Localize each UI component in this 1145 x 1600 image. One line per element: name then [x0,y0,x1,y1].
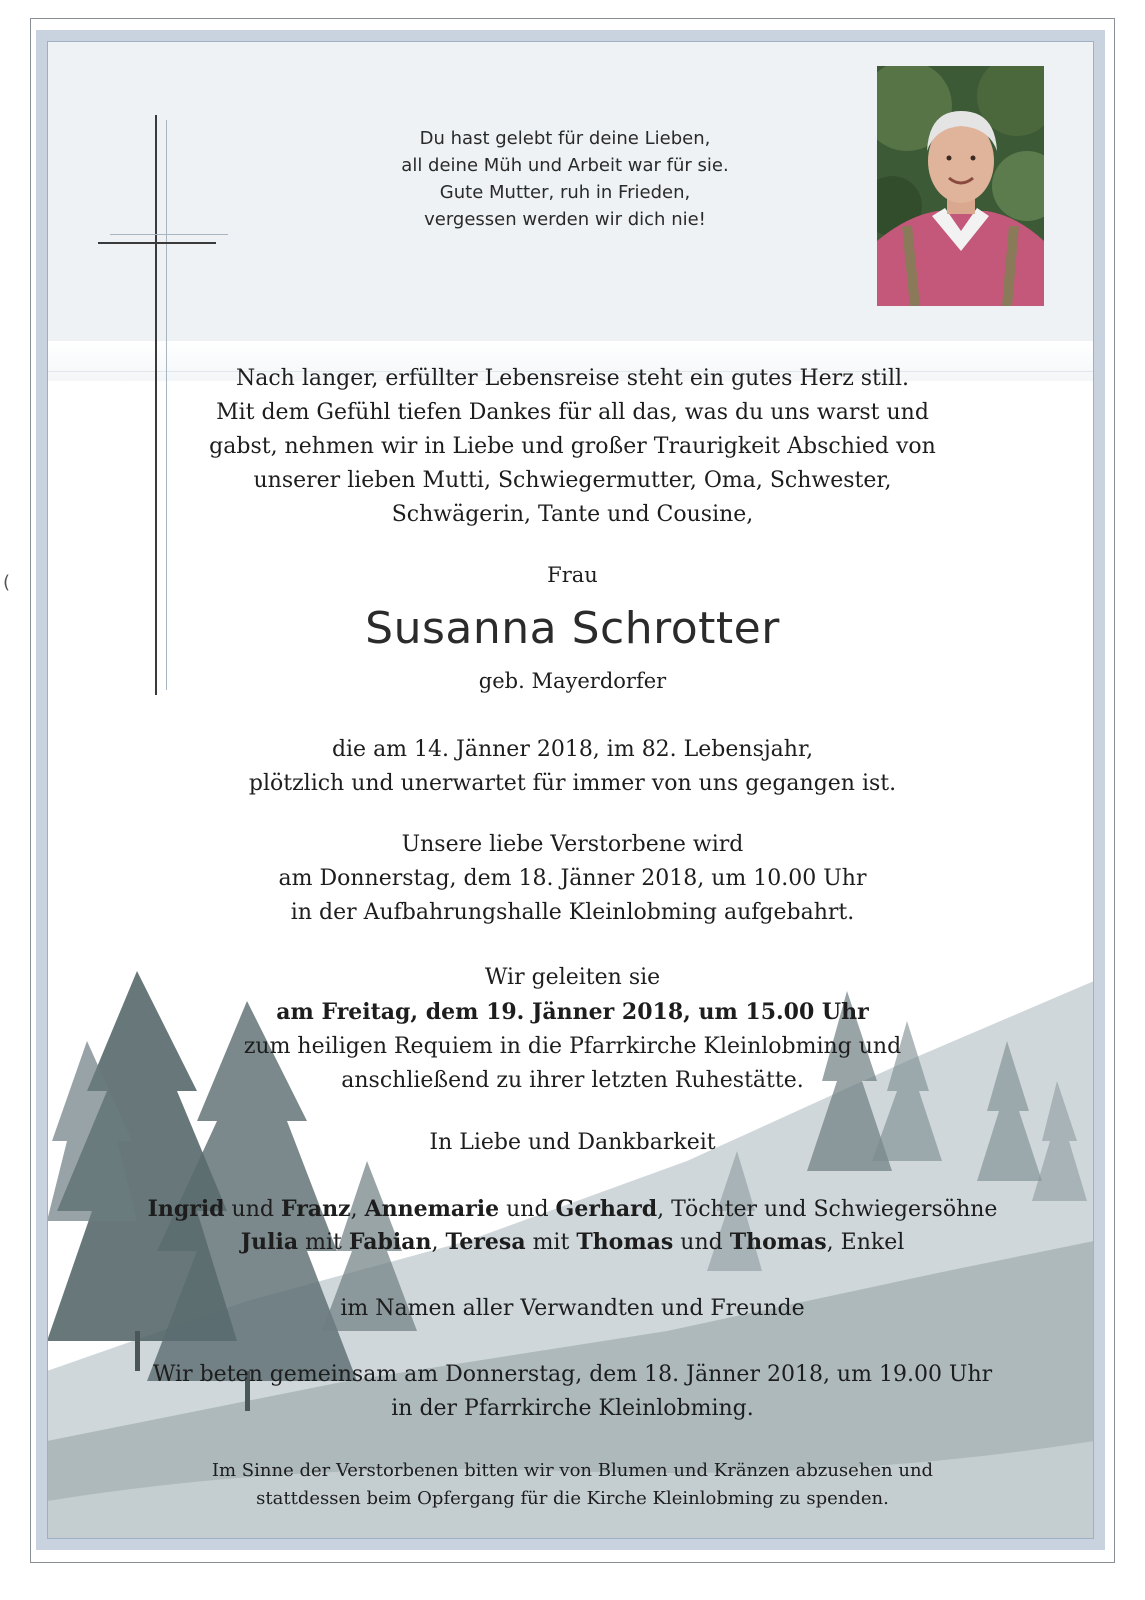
scan-margin-mark: ( [3,572,11,593]
funeral-date-line [0,995,1145,1030]
poem-line: Gute Mutter, ruh in Frieden, [439,182,691,203]
death-line: plötzlich und unerwartet für immer von uns gegangen ist. [248,771,897,796]
funeral-line: Wir geleiten sie [484,965,661,990]
intro-paragraph [0,362,1145,532]
mourner-name: Ingrid [147,1196,225,1222]
poem-line: all deine Müh und Arbeit war für sie. [401,155,729,176]
note-line: Im Sinne der Verstorbenen bitten wir von Blumen und Kränzen abzusehen und [211,1460,934,1481]
deceased-name: Susanna Schrotter [365,603,780,654]
mourner-joiner: mit [298,1230,349,1255]
mourner-joiner: mit [525,1230,577,1255]
donation-note [0,1457,1145,1513]
funeral-line: zum heiligen Requiem in die Pfarrkirche Kleinlobming und [243,1034,902,1059]
portrait-image [877,66,1044,306]
prayer-line: in der Pfarrkirche Kleinlobming. [391,1396,754,1421]
prayer-paragraph [0,1358,1145,1426]
mourner-name: Gerhard [555,1196,658,1222]
intro-line: Nach langer, erfüllter Lebensreise steht ein gutes Herz still. [235,366,910,391]
cross-horizontal-shadow [110,234,228,235]
mourner-joiner: und [224,1197,281,1222]
portrait-photo [877,66,1044,306]
mourner-relation: , Enkel [826,1230,905,1255]
birth-name: geb. Mayerdorfer [478,669,667,693]
mourner-name: Annemarie [364,1196,500,1222]
mourner-name: Teresa [445,1229,526,1255]
mourner-joiner: , [350,1197,365,1222]
mourners-row-grandchildren [0,1225,1145,1260]
intro-line: unserer lieben Mutti, Schwiegermutter, Oma, Schwester, [253,468,892,493]
viewing-line: in der Aufbahrungshalle Kleinlobming aufgebahrt. [290,900,855,925]
mourner-name: Franz [280,1196,351,1222]
viewing-line: Unsere liebe Verstorbene wird [401,832,744,857]
funeral-paragraph [0,961,1145,1098]
death-line: die am 14. Jänner 2018, im 82. Lebensjahr, [331,737,814,762]
intro-line: Schwägerin, Tante und Cousine, [391,502,754,527]
cross-horizontal [98,242,216,244]
note-line: stattdessen beim Opfergang für die Kirche Kleinlobming zu spenden. [256,1488,889,1509]
mourner-joiner: , [431,1230,446,1255]
funeral-line: anschließend zu ihrer letzten Ruhestätte. [341,1068,804,1093]
prayer-line: Wir beten gemeinsam am Donnerstag, dem 18. Jänner 2018, um 19.00 Uhr [152,1362,993,1387]
closing-text: In Liebe und Dankbarkeit [429,1130,716,1155]
intro-line: gabst, nehmen wir in Liebe und großer Traurigkeit Abschied von [209,434,936,459]
mourner-joiner: und [673,1230,730,1255]
mourner-name: Julia [240,1229,299,1255]
poem [370,125,760,233]
death-paragraph [0,733,1145,801]
mourners-others: im Namen aller Verwandten und Freunde [340,1296,805,1321]
mourner-name: Thomas [729,1229,827,1255]
intro-line: Mit dem Gefühl tiefen Dankes für all das, was du uns warst und [216,400,929,425]
viewing-line: am Donnerstag, dem 18. Jänner 2018, um 10.00 Uhr [278,866,867,891]
mourner-name: Thomas [576,1229,674,1255]
mourner-relation: , Töchter und Schwiegersöhne [657,1197,998,1222]
viewing-paragraph [0,828,1145,930]
funeral-date: am Freitag, dem 19. Jänner 2018, um 15.00 Uhr [276,999,869,1025]
salutation: Frau [547,563,598,587]
mourner-name: Fabian [348,1229,432,1255]
poem-line: Du hast gelebt für deine Lieben, [419,128,711,149]
mourner-joiner: und [499,1197,556,1222]
mourners-row-children [0,1192,1145,1227]
poem-line: vergessen werden wir dich nie! [424,209,706,230]
